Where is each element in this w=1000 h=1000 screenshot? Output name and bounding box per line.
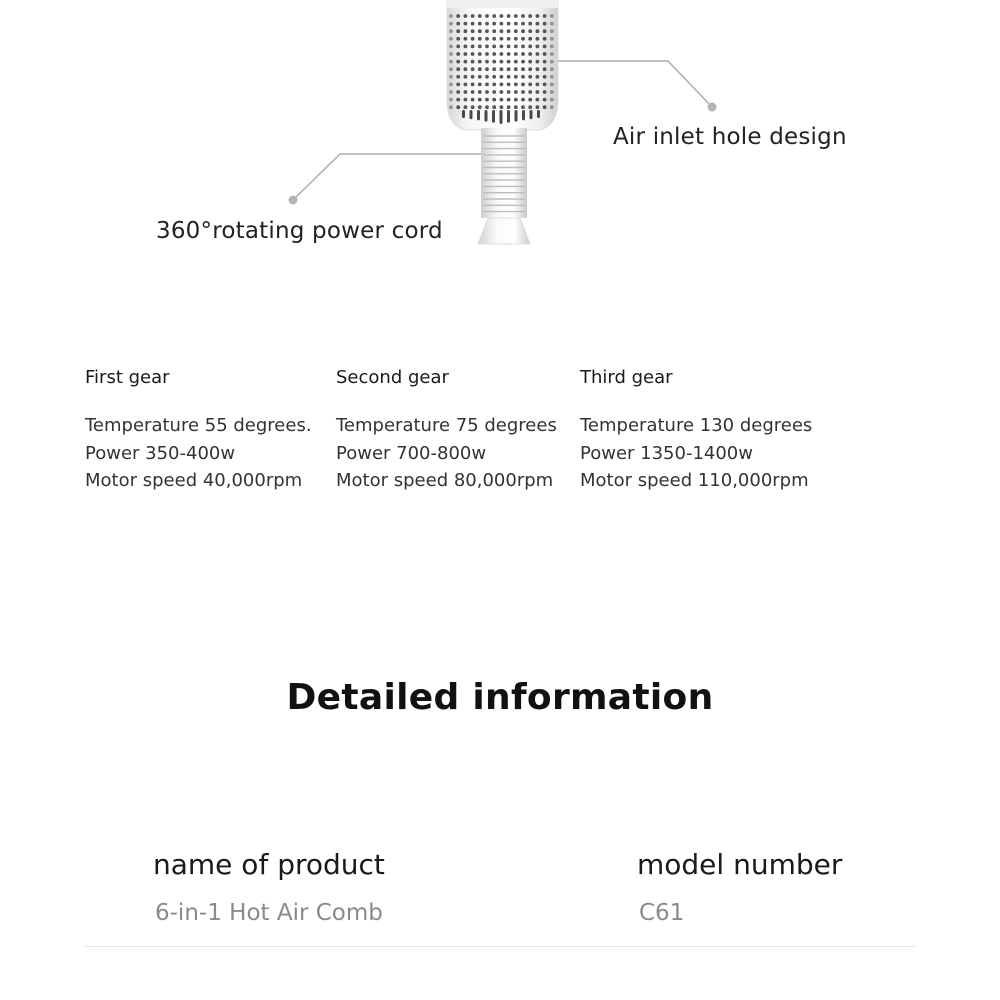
- gear-first: [85, 367, 335, 495]
- section-title-detailed-information: Detailed information: [286, 677, 714, 718]
- gear-power: Power 1350-1400w: [580, 442, 753, 464]
- air-inlet-callout-line: [558, 61, 717, 112]
- model-number-value: C61: [639, 900, 685, 926]
- gear-temperature: Temperature 55 degrees.: [85, 415, 312, 436]
- product-illustration: [0, 0, 1000, 260]
- product-name-value: 6-in-1 Hot Air Comb: [155, 900, 383, 926]
- gear-title: Second gear: [336, 367, 449, 388]
- info-divider: [85, 946, 915, 947]
- gear-power: Power 700-800w: [336, 442, 487, 464]
- rotating-power-cord: [478, 128, 530, 244]
- gear-title: Third gear: [580, 367, 673, 388]
- product-name-label: name of product: [153, 848, 385, 881]
- gear-second: [336, 367, 586, 495]
- gear-third: [580, 367, 830, 495]
- power-cord-callout-label: 360°rotating power cord: [156, 218, 443, 244]
- air-inlet-callout-label: Air inlet hole design: [613, 124, 847, 150]
- gear-power: Power 350-400w: [85, 442, 236, 464]
- gear-temperature: Temperature 75 degrees: [336, 415, 557, 436]
- gear-title: First gear: [85, 367, 170, 388]
- power-cord-callout-line: [289, 154, 482, 205]
- gear-motor-speed: Motor speed 40,000rpm: [85, 470, 303, 491]
- gear-temperature: Temperature 130 degrees: [580, 415, 813, 436]
- model-number-label: model number: [637, 848, 843, 881]
- gear-motor-speed: Motor speed 80,000rpm: [336, 470, 554, 491]
- gear-motor-speed: Motor speed 110,000rpm: [580, 470, 809, 491]
